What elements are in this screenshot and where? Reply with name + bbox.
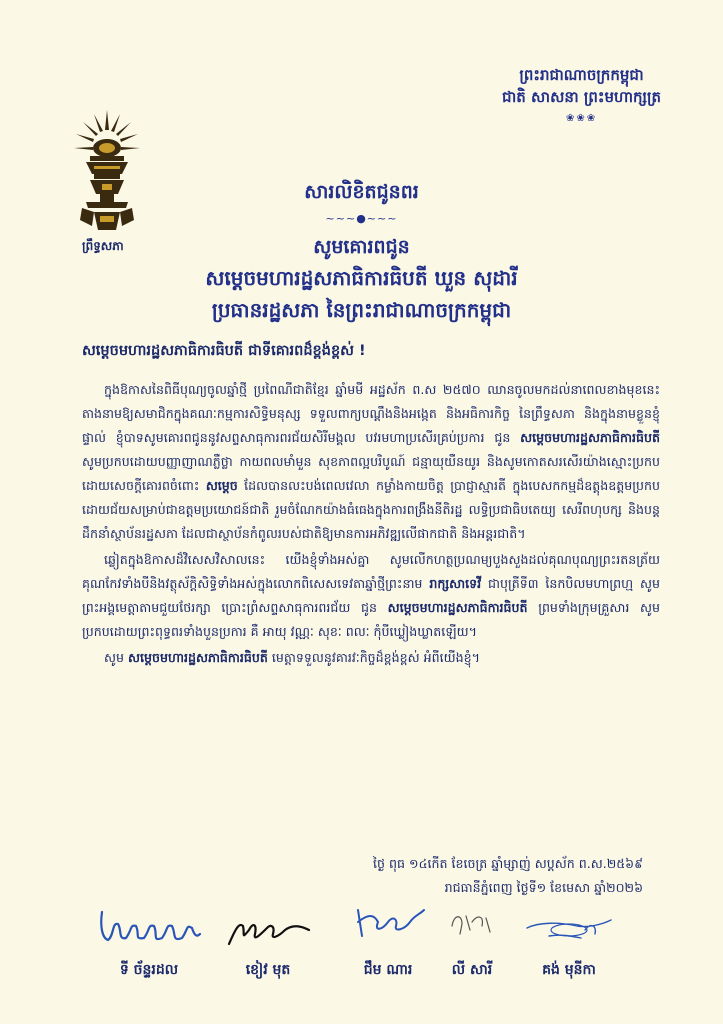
body-emphasis: សម្តេចមហារដ្ឋសភាធិការធិបតី: [387, 600, 528, 615]
signatory-name: ទី ច័ន្ទរដល: [119, 962, 179, 978]
handwritten-signature-icon: [442, 900, 502, 950]
signatory-4: [426, 900, 518, 981]
date-block: [373, 852, 643, 900]
body-text: សូមប្រកបដោយបញ្ញាញាណភ្លឺថ្លា កាយពលមាំមួន សុខភាពល្អបរិបូណ៍ ជន្មាយុយឺនយូរ និងសូមកោតសរសើរយ៉ាងស្មោះប្រកបដោយសេចក្តីគោរពចំពោះ: [82, 454, 660, 493]
signatory-2: [218, 900, 318, 981]
recipient-name: សម្តេចមហារដ្ឋសភាធិការធិបតី ឃួន សុដារី: [205, 266, 518, 290]
body-paragraph-2: [82, 548, 660, 644]
title-ornament: ~~~●~~~: [325, 212, 398, 225]
salutation: សម្តេចមហារដ្ឋសភាធិការធិបតី ជាទីគោរពដ៏ខ្ពង់ខ្ពស់ !: [82, 343, 366, 359]
body-text: មេត្តាទទួលនូវគារវៈកិច្ចដ៏ខ្ពង់ខ្ពស់ អំពីយើងខ្ញុំ។: [267, 650, 480, 665]
body-text: ដែលបានលះបង់ពេលវេលា កម្លាំងកាយចិត្ត ប្រាជ្ញាស្មារតី ក្នុងបេសកកម្មដ៏ឧត្តុងឧត្តមប្រកបដោយជ័យសម្រាប់ជាឧត្តមប្រយោជន៍ជាតិ រួមចំណែកយ៉ាងធំធេងក្នុងការពង្រឹងនីតិរដ្ឋ លទ្ធិប្រជាធិបតេយ្យ សេរីពហុបក្ស និងបន្តដឹកនាំស្ថាប័នរដ្ឋសភា ដែលជាស្ថាប័នកំពូលរបស់ជាតិឱ្យមានការអភិវឌ្ឍលើផាកជាតិ និងអន្តរជាតិ។: [82, 478, 660, 541]
signatory-1: [90, 900, 208, 981]
signatory-3: [338, 900, 438, 981]
body-text: ឆ្លៀតក្នុងឱកាសដ៏វិសេសវិសាលនេះ យើងខ្ញុំទាំងអស់គ្នា សូមលើកហត្ថប្រណម្យបួងសួងដល់គុណបុណ្យព្រះរតនត្រ័យ គុណកែវទាំងបីនិងវត្ថុស័ក្តិសិទ្ធិទាំងអស់ក្នុងលោកពិសេសទេវតាឆ្នាំថ្មីព្រះនាម: [82, 552, 660, 591]
place-and-date: រាជធានីភ្នំពេញ ថ្ងៃទី១ ខែមេសា ឆ្នាំ២០២៦: [444, 880, 643, 895]
national-motto: ជាតិ សាសនា ព្រះមហាក្សត្រ: [502, 88, 661, 106]
handwritten-signature-icon: [519, 900, 619, 950]
body-text: សូម: [104, 650, 128, 665]
letter-body: [82, 378, 660, 672]
handwritten-signature-icon: [94, 900, 204, 950]
body-emphasis: សម្តេច: [205, 478, 238, 493]
signatory-name: ជឹម ណារ: [363, 962, 413, 978]
body-emphasis: រាក្សសាទេវី: [429, 576, 482, 591]
signatory-5: [510, 900, 628, 981]
signatory-name: លី សារី: [451, 962, 493, 978]
emblem-caption: ព្រឹទ្ធសភា: [82, 239, 124, 253]
handwritten-signature-icon: [348, 900, 428, 950]
recipient-greeting: សូមគោរពជូន: [313, 236, 410, 258]
body-text: ក្នុងឱកាសនៃពិធីបុណ្យចូលឆ្នាំថ្មី ប្រពៃណីជាតិខ្មែរ ឆ្នាំមមី អដ្ឋស័ក ព.ស ២៥៧០ ឈានចូលមកដល់នាពេលខាងមុខនេះ តាងនាមឱ្យសមាជិកក្នុងគណៈកម្មការសិទ្ធិមនុស្ស ទទួលពាក្យបណ្តឹងនិងអង្កេត និងអធិការកិច្ច នៃព្រឹទ្ធសភា និងក្នុងនាមខ្លួនខ្ញុំផ្ទាល់ ខ្ញុំបាទសូមគោរពជូននូវសព្ទសាធុការពរជ័យសិរីមង្គល បវរមហាប្រសើរគ្រប់ប្រការ ជូន: [82, 382, 660, 445]
body-paragraph-1: [82, 378, 660, 546]
header-divider: ❀❀❀: [565, 113, 598, 124]
signatory-name: គង់ មុនីកា: [542, 962, 596, 978]
kingdom-header: [502, 64, 661, 130]
body-text: ព្រមទាំងក្រុមគ្រួសារ សូមប្រកបដោយព្រះពុទ្ធពរទាំងបួនប្រការ គឺ អាយុ វណ្ណៈ សុខៈ ពលៈ កុំបីឃ្លៀងឃ្លាតឡើយ។: [82, 600, 661, 639]
recipient-position: ប្រធានរដ្ឋសភា នៃព្រះរាជាណាចក្រកម្ពុជា: [211, 298, 512, 322]
recipient-block: [0, 232, 723, 326]
lunar-date: ថ្ងៃ ពុធ ១៤កើត ខែចេត្រ ឆ្នាំម្សាញ់ សប្តស័ក ព.ស.២៥៦៩: [373, 856, 643, 871]
body-emphasis: សម្តេចមហារដ្ឋសភាធិការធិបតី: [128, 650, 268, 665]
signature-block: [90, 900, 650, 1010]
body-emphasis: សម្តេចមហារដ្ឋសភាធិការធិបតី: [520, 430, 660, 445]
kingdom-name: ព្រះរាជាណាចក្រកម្ពុជា: [519, 66, 644, 84]
signatory-name: ខៀវ មុត: [245, 962, 291, 978]
document-title: សារលិខិតជូនពរ: [304, 181, 419, 203]
handwritten-signature-icon: [223, 900, 313, 950]
body-text: ជាបុត្រីទី៣ នៃកបិលមហាព្រហ្ម សូមព្រះអង្គមេត្តាតាមជួយថែរក្សា ប្រោះព្រំសព្ទសាធុការពរជ័យ ជូន: [82, 576, 661, 615]
body-paragraph-3: [82, 646, 660, 670]
